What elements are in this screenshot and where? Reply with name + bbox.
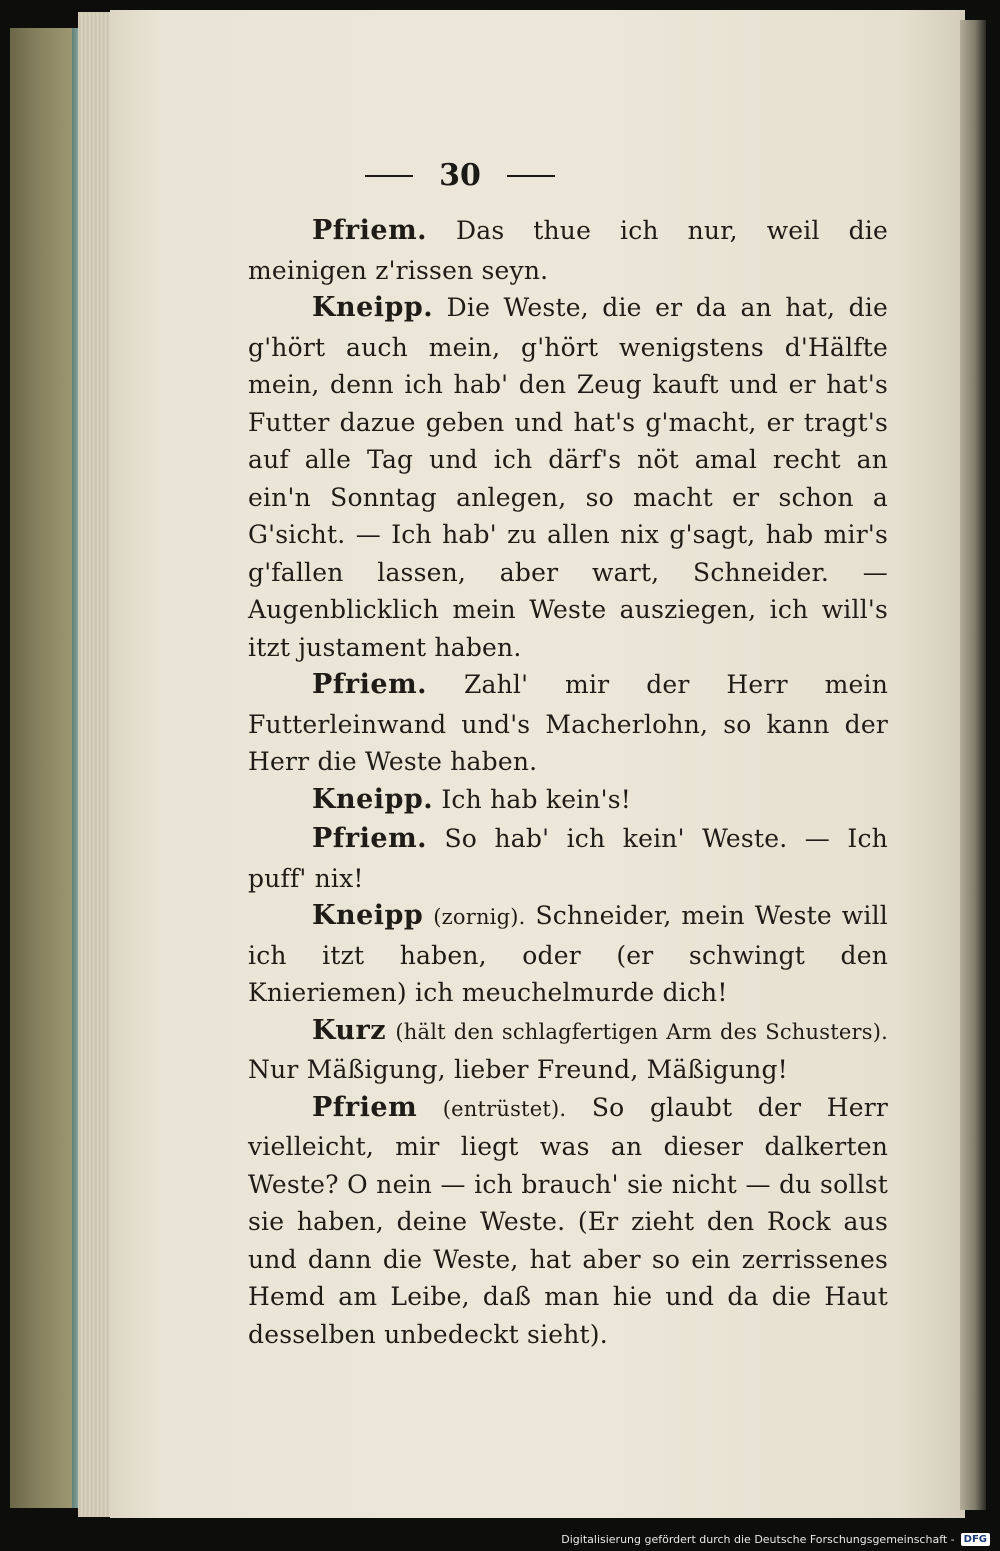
speaker-name: Kurz xyxy=(312,1014,387,1046)
paragraph xyxy=(248,781,888,821)
speaker-name: Kneipp. xyxy=(312,292,434,323)
speaker-name: Kneipp. xyxy=(312,783,434,815)
page-number-value: 30 xyxy=(439,158,481,193)
stage-direction: (entrüstet). xyxy=(442,1096,567,1121)
paragraph xyxy=(248,666,888,781)
footer-credit: Digitalisierung gefördert durch die Deutsche Forschungsgemeinschaft - xyxy=(561,1533,955,1546)
stage-direction: (hält den schlagfertigen Arm des Schusters). xyxy=(395,1019,888,1044)
speaker-name: Kneipp xyxy=(312,900,424,931)
speech-text: Die Weste, die er da an hat, die g'hört auch mein, g'hört wenigstens d'Hälfte mein, denn ich hab' den Zeug kauft und er hat's Futter dazue geben und hat's g'macht, er tragt's auf alle Tag und ich därf's nöt amal recht an ein'n Sonntag anlegen, so macht er schon a G'sicht. — Ich hab' zu allen nix g'sagt, hab mir's g'fallen lassen, aber wart, Schneider. — Augenblicklich mein Weste ausziegen, ich will's itzt justament haben. xyxy=(248,293,888,662)
speaker-name: Pfriem xyxy=(312,1091,418,1123)
speech-text: Das thue ich nur, weil die meinigen z'rissen seyn. xyxy=(248,216,888,285)
body-text xyxy=(248,212,888,1353)
paragraph xyxy=(248,820,888,897)
dfg-logo: DFG xyxy=(961,1533,990,1546)
speech-text: So glaubt der Herr vielleicht, mir liegt was an dieser dalkerten Weste? O nein — ich brauch' sie nicht — du sollst sie haben, deine Weste. (Er zieht den Rock aus und dann die Weste, hat aber so ein zerrissenes Hemd am Leibe, daß man hie und da die Haut desselben unbedeckt sieht). xyxy=(248,1092,888,1349)
page-number-dash-right xyxy=(507,175,555,177)
paragraph xyxy=(248,212,888,289)
page-number-dash-left xyxy=(365,175,413,177)
page-number xyxy=(0,158,920,193)
paragraph xyxy=(248,1089,888,1354)
book-cover-edge xyxy=(10,28,82,1508)
speech-text: So hab' ich kein' Weste. — Ich puff' nix! xyxy=(248,824,888,893)
speech-text: Schneider, mein Weste will ich itzt haben, oder (er schwingt den Knieriemen) ich meuchelmurde dich! xyxy=(248,901,888,1007)
stage-direction: (zornig). xyxy=(433,905,526,929)
speech-text: Nur Mäßigung, lieber Freund, Mäßigung! xyxy=(248,1055,788,1084)
speaker-name: Pfriem. xyxy=(312,215,428,246)
digitization-footer xyxy=(0,1528,1000,1551)
paragraph xyxy=(248,897,888,1012)
speaker-name: Pfriem. xyxy=(312,669,428,700)
speech-text: Zahl' mir der Herr mein Futterleinwand und's Macherlohn, so kann der Herr die Weste haben. xyxy=(248,670,888,776)
speaker-name: Pfriem. xyxy=(312,823,428,854)
page-right-edge xyxy=(960,20,986,1510)
speech-text: Ich hab kein's! xyxy=(441,784,632,814)
paragraph xyxy=(248,1012,888,1089)
paragraph xyxy=(248,289,888,666)
